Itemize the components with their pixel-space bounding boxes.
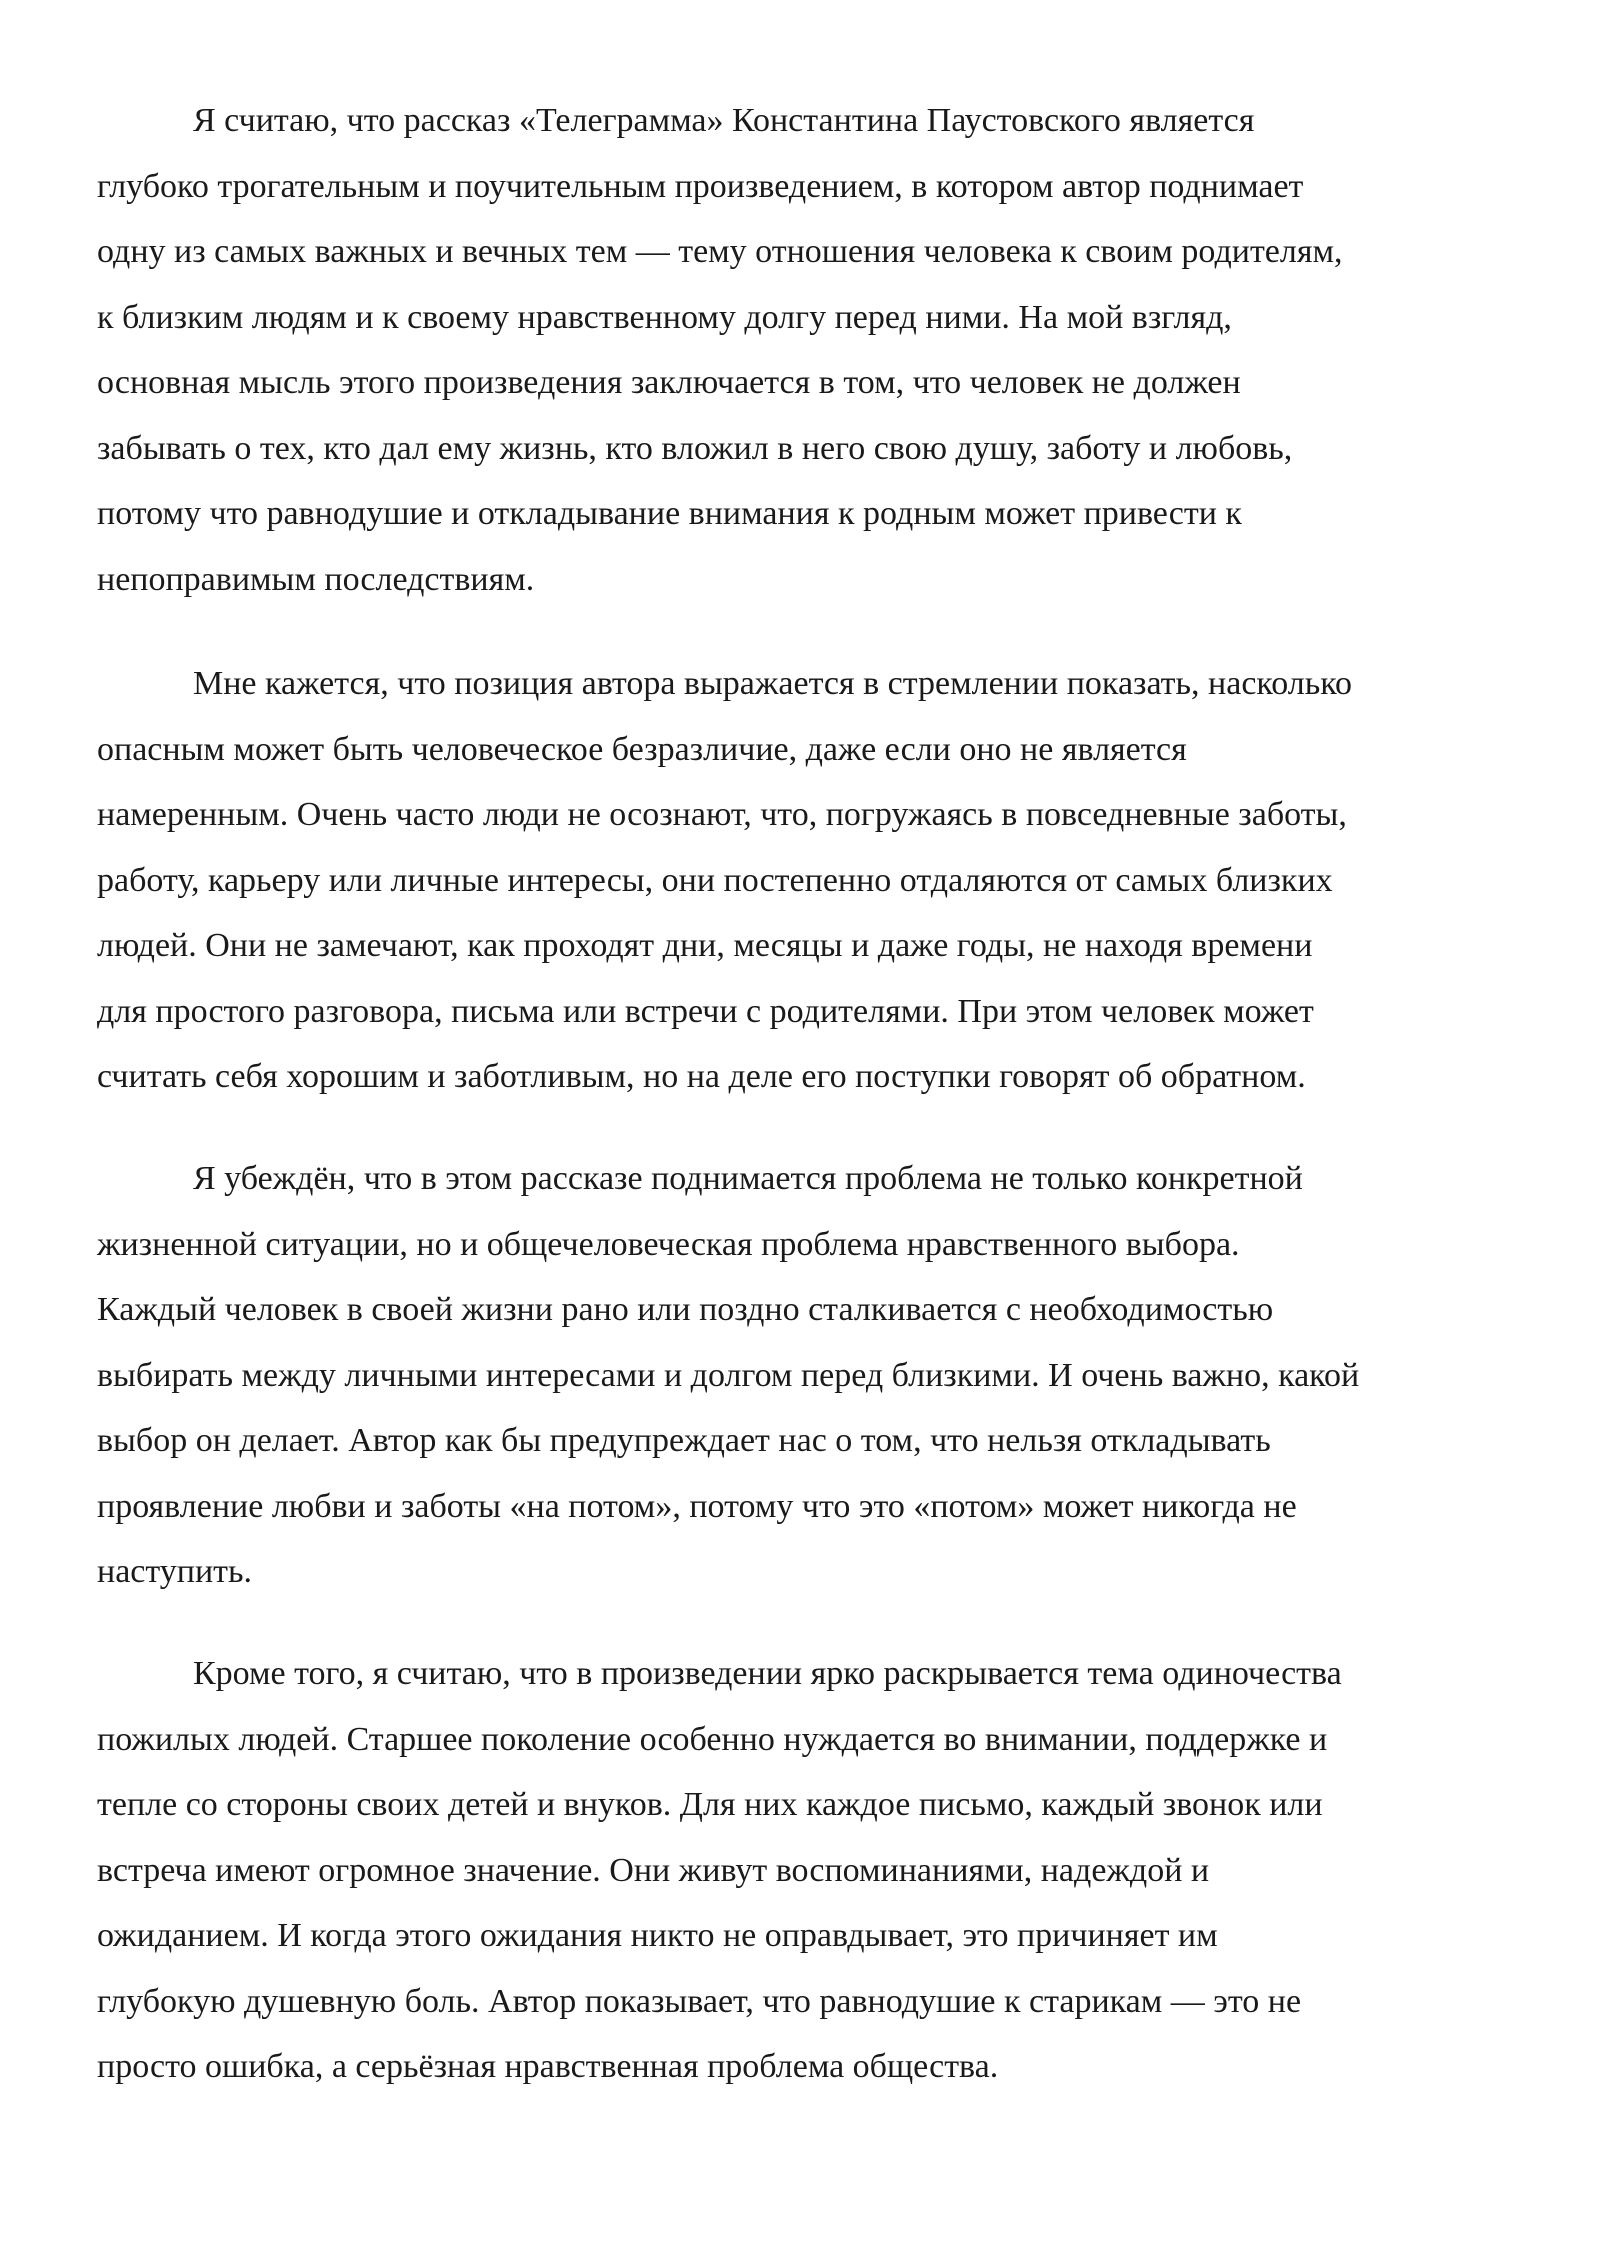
text-line: забывать о тех, кто дал ему жизнь, кто вложил в него свою душу, заботу и любовь, [97,429,1293,467]
text-line: Я убеждён, что в этом рассказе поднимается проблема не только конкретной [193,1160,1303,1197]
text-line: людей. Они не замечают, как проходят дни, месяцы и даже годы, не находя времени [97,927,1313,964]
paragraph-2 [97,651,1557,1110]
text-line: проявление любви и заботы «на потом», потому что это «потом» может никогда не [97,1487,1297,1525]
paragraph-3 [97,1146,1557,1605]
text-line: считать себя хорошим и заботливым, но на деле его поступки говорят об обратном. [97,1058,1306,1095]
text-line: тепле со стороны своих детей и внуков. Для них каждое письмо, каждый звонок или [97,1786,1323,1823]
text-line: глубоко трогательным и поучительным произведением, в котором автор поднимает [97,167,1304,205]
text-line: Я считаю, что рассказ «Телеграмма» Константина Паустовского является [193,102,1255,139]
text-line: наступить. [97,1553,253,1590]
text-line: непоправимым последствиям. [97,560,535,598]
text-line: выбирать между личными интересами и долгом перед близкими. И очень важно, какой [97,1356,1360,1394]
text-line: жизненной ситуации, но и общечеловеческая проблема нравственного выбора. [97,1225,1240,1263]
text-line: к близким людям и к своему нравственному долгу перед ними. На мой взгляд, [97,298,1232,336]
text-line: пожилых людей. Старшее поколение особенно нуждается во внимании, поддержке и [97,1720,1328,1758]
text-line: Каждый человек в своей жизни рано или поздно сталкивается с необходимостью [97,1291,1274,1328]
text-line: работу, карьеру или личные интересы, они постепенно отдаляются от самых близких [97,861,1333,899]
text-line: Мне кажется, что позиция автора выражается в стремлении показать, насколько [193,665,1353,702]
text-line: просто ошибка, а серьёзная нравственная проблема общества. [97,2048,999,2085]
text-line: опасным может быть человеческое безразличие, даже если оно не является [97,730,1187,768]
text-line: одну из самых важных и вечных тем — тему отношения человека к своим родителям, [97,233,1343,270]
text-line: встреча имеют огромное значение. Они живут воспоминаниями, надеждой и [97,1851,1210,1889]
text-line: для простого разговора, письма или встречи с родителями. При этом человек может [97,992,1314,1030]
text-line: ожиданием. И когда этого ожидания никто не оправдывает, это причиняет им [97,1917,1218,1954]
text-line: Кроме того, я считаю, что в произведении ярко раскрывается тема одиночества [193,1655,1342,1692]
text-line: глубокую душевную боль. Автор показывает, что равнодушие к старикам — это не [97,1982,1302,2020]
text-line: выбор он делает. Автор как бы предупреждает нас о том, что нельзя откладывать [97,1422,1271,1459]
text-line: основная мысль этого произведения заключается в том, что человек не должен [97,364,1241,401]
paragraph-4 [97,1641,1557,2100]
text-line: потому что равнодушие и откладывание внимания к родным может привести к [97,495,1242,532]
paragraph-1 [97,88,1557,612]
text-line: намеренным. Очень часто люди не осознают, что, погружаясь в повседневные заботы, [97,796,1347,833]
